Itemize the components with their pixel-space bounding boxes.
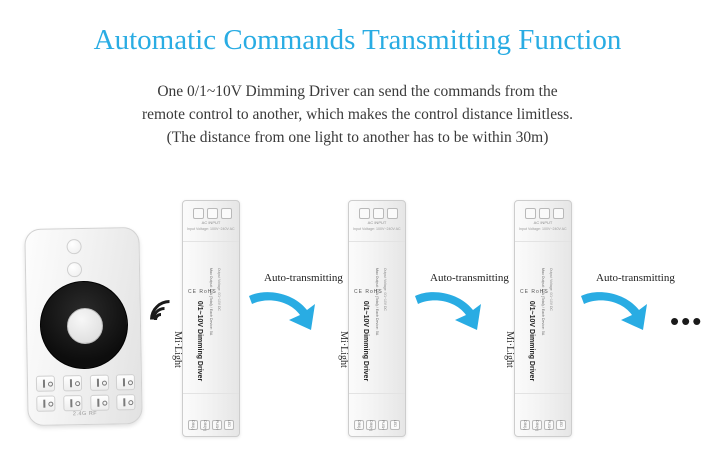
remote-key-2[interactable] [63, 375, 82, 391]
driver-2-spec: Max Output: 15A (Total) / Each Device: 5A [375, 268, 379, 336]
driver-3-brand: Mi·Light [504, 331, 515, 368]
driver-1-out-label-2: DIM(+) [203, 420, 207, 432]
arrow-caption-1: Auto-transmitting [264, 272, 343, 284]
subtitle-line-3: (The distance from one light to another has to be within 30m) [166, 129, 549, 146]
remote-key-4[interactable] [116, 374, 135, 390]
driver-1-model: 0/1~10V Dimming Driver [196, 300, 203, 382]
subtitle-line-2: remote control to another, which makes the control distance limitless. [141, 106, 574, 123]
driver-2-terminal-l[interactable] [359, 208, 370, 219]
driver-1-input-spec: Input Voltage: 100V~240V AC [187, 227, 235, 231]
remote-control [24, 227, 142, 426]
driver-3-out-label-1: DIM(-) [523, 420, 527, 431]
remote-mode-button[interactable] [67, 262, 82, 277]
driver-2-model: 0/1~10V Dimming Driver [362, 300, 369, 382]
driver-3-input-spec: Input Voltage: 100V~240V AC [519, 227, 567, 231]
remote-key-5[interactable] [36, 396, 55, 412]
driver-2-out-label-3: PUSH [381, 420, 385, 430]
driver-2-input-label: AC INPUT [367, 220, 387, 225]
driver-2-terminal-n[interactable] [373, 208, 384, 219]
driver-3-terminal-l[interactable] [525, 208, 536, 219]
driver-1-terminal-n[interactable] [207, 208, 218, 219]
driver-1-certifications: CE RoHS [188, 289, 217, 295]
driver-1-terminal-l[interactable] [193, 208, 204, 219]
dimming-driver-3 [504, 200, 572, 437]
remote-brand-label: 2.4G RF [72, 410, 98, 418]
remote-keypad [36, 374, 134, 410]
dimming-driver-1 [172, 200, 240, 437]
driver-2-brand: Mi·Light [338, 331, 349, 368]
driver-2-input-section [349, 201, 405, 242]
driver-3-spec: Max Output: 15A (Total) / Each Device: 5A [541, 268, 545, 336]
driver-1-out-label-4: LED [227, 420, 231, 427]
remote-key-3[interactable] [90, 375, 109, 391]
driver-3-output-spec: Output Voltage: 0/1~10V DC [549, 268, 553, 311]
remote-dial[interactable] [39, 280, 129, 370]
driver-1-out-label-1: DIM(-) [191, 420, 195, 431]
remote-key-1[interactable] [36, 376, 55, 392]
arrow-caption-2: Auto-transmitting [430, 272, 509, 284]
driver-3-out-label-4: LED [559, 420, 563, 427]
driver-3-certifications: CE RoHS [520, 289, 549, 295]
subtitle-line-1: One 0/1~10V Dimming Driver can send the commands from the [157, 83, 558, 100]
page-subtitle [0, 80, 715, 149]
remote-on-off-button[interactable] [66, 239, 81, 254]
transmit-arrow-2-icon [413, 290, 483, 334]
driver-3-input-label: AC INPUT [533, 220, 553, 225]
remote-key-6[interactable] [63, 395, 82, 411]
driver-3-terminal-pe[interactable] [553, 208, 564, 219]
driver-2-out-label-4: LED [393, 420, 397, 427]
driver-3-terminal-n[interactable] [539, 208, 550, 219]
driver-1-out-label-3: PUSH [215, 420, 219, 430]
driver-3-out-label-2: DIM(+) [535, 420, 539, 432]
driver-2-terminal-pe[interactable] [387, 208, 398, 219]
driver-3-model: 0/1~10V Dimming Driver [528, 300, 535, 382]
driver-2-out-label-2: DIM(+) [369, 420, 373, 432]
driver-2-output-spec: Output Voltage: 0/1~10V DC [383, 268, 387, 311]
remote-key-7[interactable] [90, 395, 109, 411]
driver-1-body [172, 242, 239, 397]
driver-2-output-section [349, 393, 405, 436]
driver-3-body [504, 242, 571, 397]
remote-dial-center-button[interactable] [67, 308, 104, 345]
driver-3-out-label-3: PUSH [547, 420, 551, 430]
driver-1-input-label: AC INPUT [201, 220, 221, 225]
transmit-arrow-1-icon [247, 290, 317, 334]
driver-2-out-label-1: DIM(-) [357, 420, 361, 431]
driver-2-input-spec: Input Voltage: 100V~240V AC [353, 227, 401, 231]
driver-1-output-section [183, 393, 239, 436]
arrow-caption-3: Auto-transmitting [596, 272, 675, 284]
driver-3-output-section [515, 393, 571, 436]
driver-1-input-section [183, 201, 239, 242]
driver-1-brand: Mi·Light [172, 331, 183, 368]
continuation-ellipsis: ••• [670, 306, 704, 336]
transmit-arrow-3-icon [579, 290, 649, 334]
driver-1-output-spec: Output Voltage: 0/1~10V DC [217, 268, 221, 311]
driver-2-body [338, 242, 405, 397]
dimming-driver-2 [338, 200, 406, 437]
page-title: Automatic Commands Transmitting Function [93, 24, 622, 56]
driver-3-input-section [515, 201, 571, 242]
driver-1-terminal-pe[interactable] [221, 208, 232, 219]
remote-key-8[interactable] [116, 394, 135, 410]
driver-2-certifications: CE RoHS [354, 289, 383, 295]
driver-1-spec: Max Output: 15A (Total) / Each Device: 5A [209, 268, 213, 336]
